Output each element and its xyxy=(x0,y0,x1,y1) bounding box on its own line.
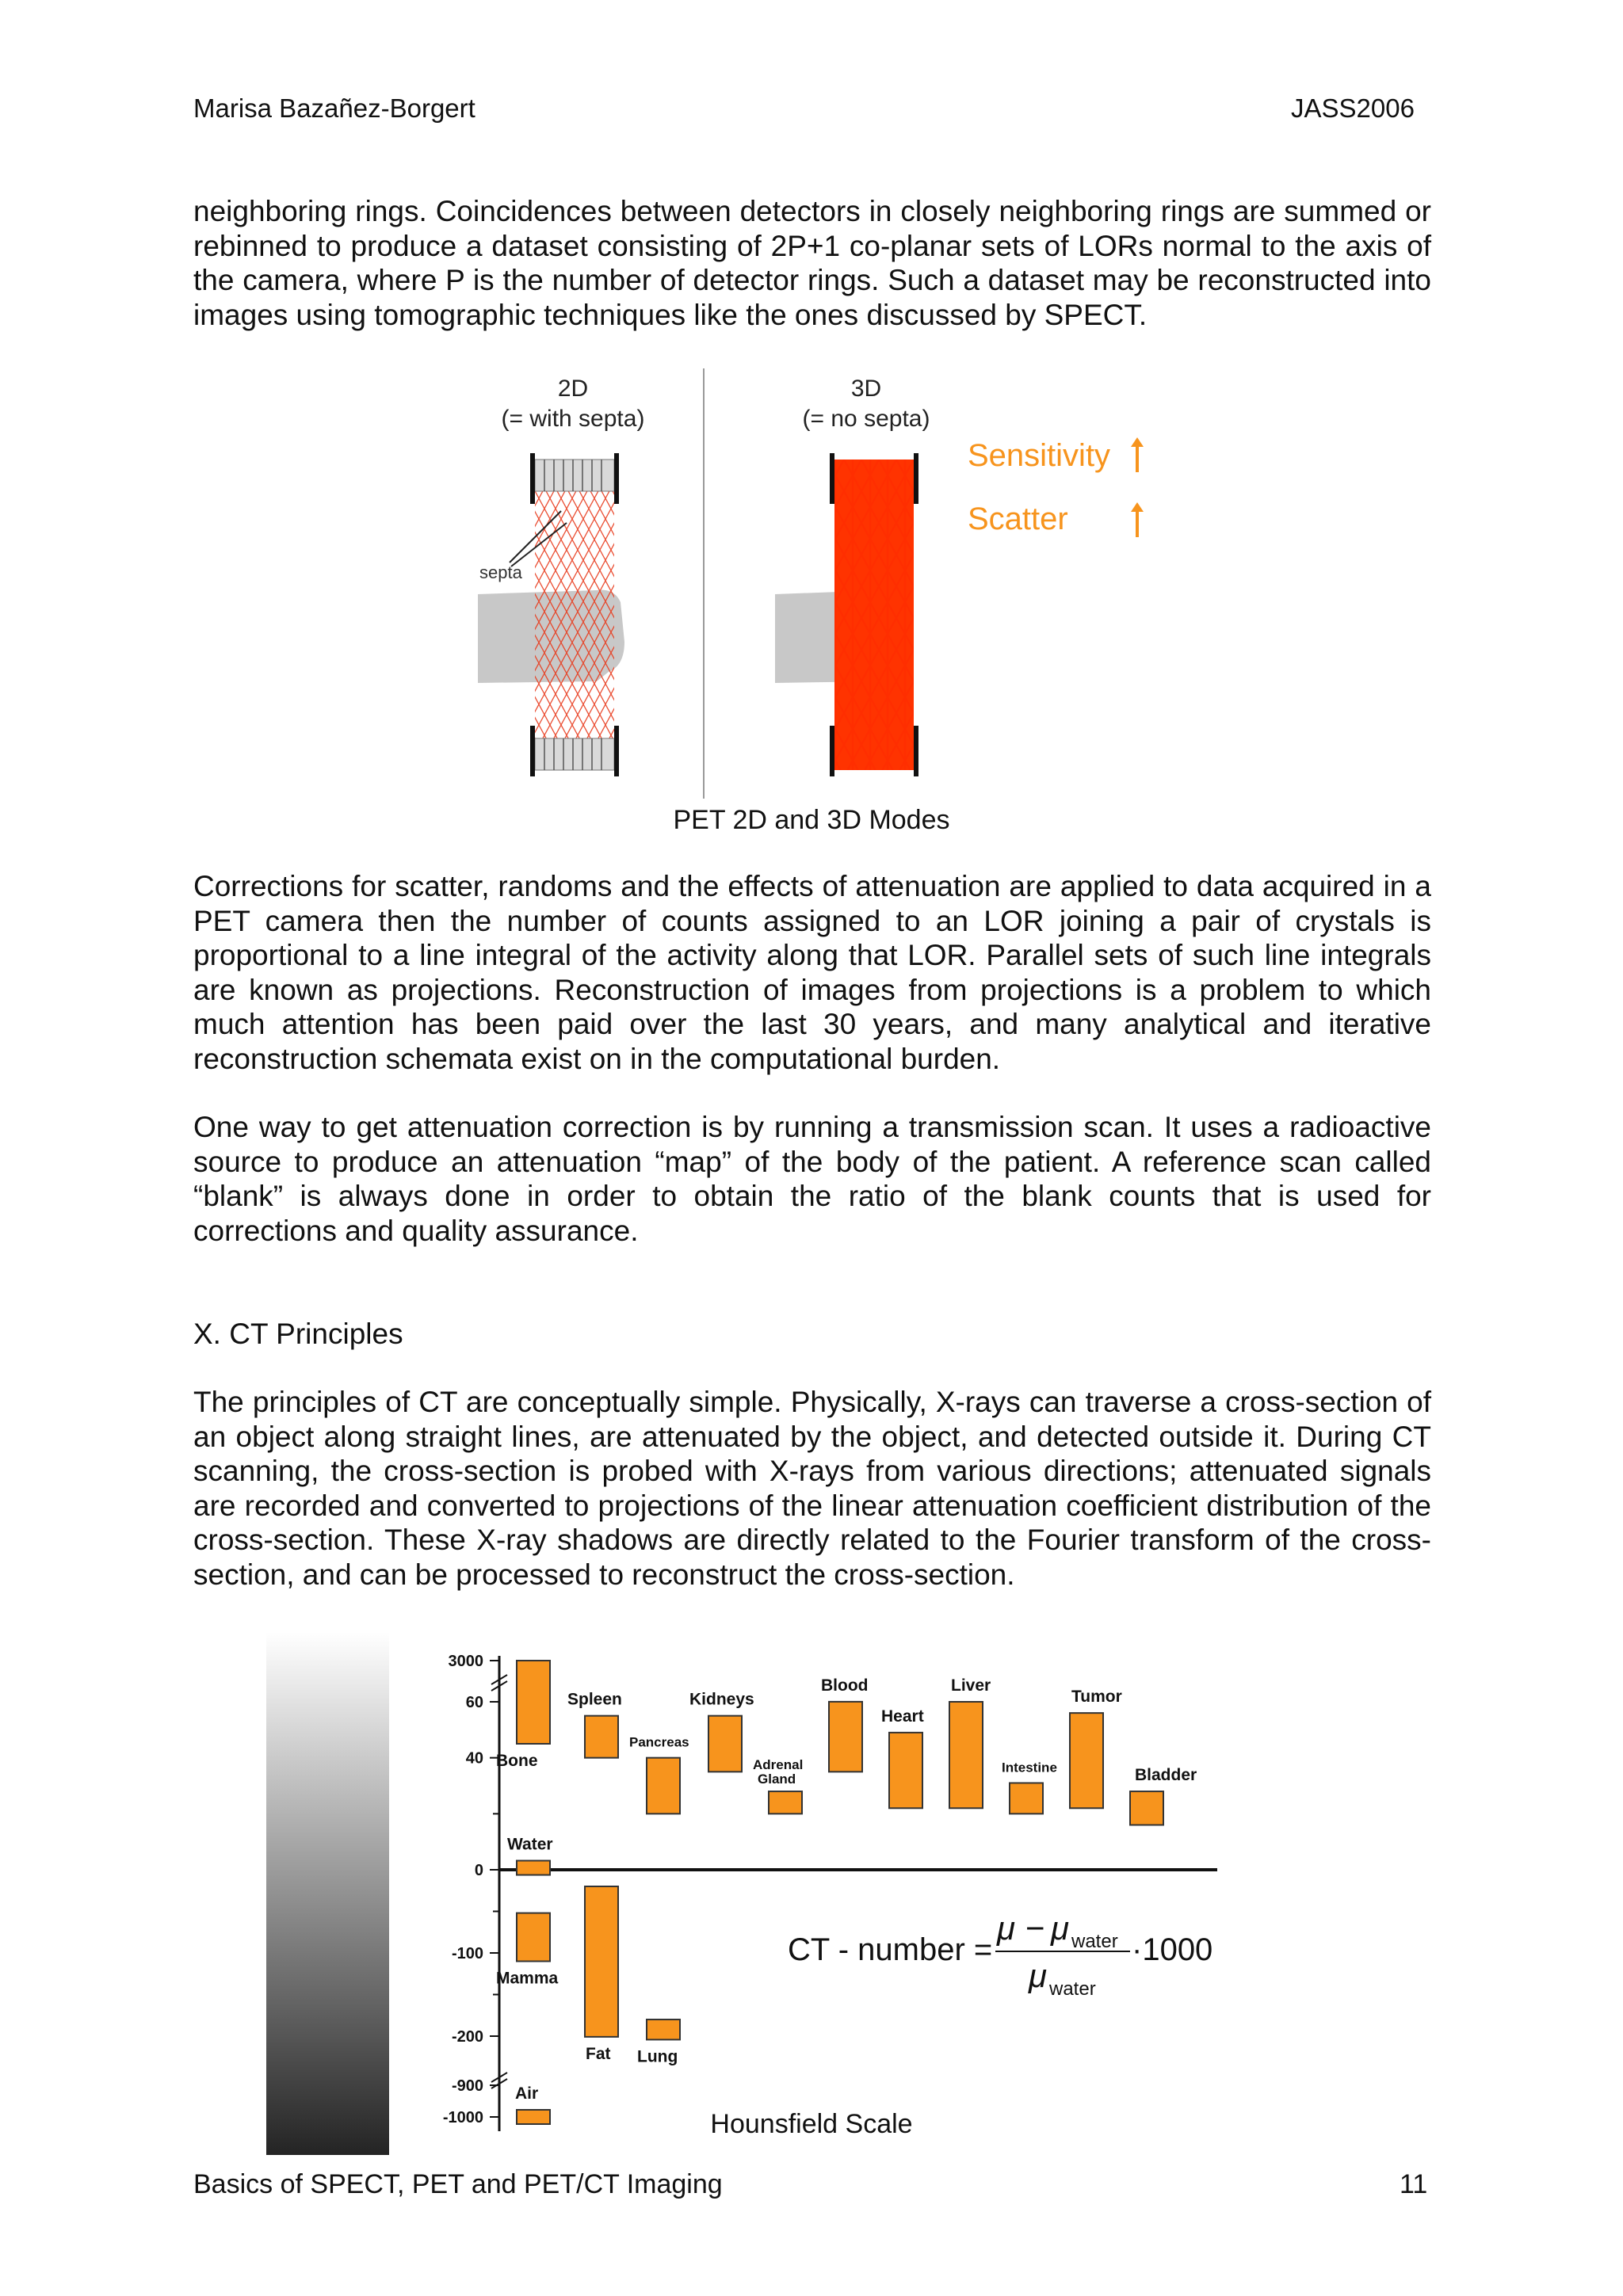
formula-minus: − xyxy=(1025,1909,1045,1947)
scatter-up-arrow-icon xyxy=(1131,502,1144,537)
sensitivity-label: Sensitivity xyxy=(968,438,1111,473)
bar-label-spleen: Spleen xyxy=(567,1690,622,1709)
label-3d-sub: (= no septa) xyxy=(802,406,930,432)
bar-label-fat: Fat xyxy=(586,2044,611,2063)
formula-mu-water: μ xyxy=(1051,1909,1070,1947)
bar-spleen xyxy=(585,1716,618,1758)
y-tick-label: 3000 xyxy=(448,1653,483,1670)
bar-bone xyxy=(517,1661,550,1744)
footer-page-number: 11 xyxy=(1400,2169,1428,2199)
bar-label-liver: Liver xyxy=(951,1676,991,1695)
bar-label-mamma: Mamma xyxy=(496,1969,559,1988)
formula-water-sub-1: water xyxy=(1071,1931,1118,1952)
header-author: Marisa Bazañez-Borgert xyxy=(193,93,475,123)
paragraph-2: Corrections for scatter, randoms and the effects of attenuation are applied to data acquired in a PET camera then the number of counts assigned to an LOR joining a pair of crystals is proportional to a line integral of the activity along that LOR. Parallel sets of such line integrals are known as projections. Reconstruction of images from projections is a problem to which much attention has been paid over the last 30 years, and many analytical and iterative reconstruction schemata exist on in the computational burden. xyxy=(193,870,1431,1075)
bar-label-air: Air xyxy=(515,2084,539,2103)
label-3d: 3D xyxy=(850,376,882,402)
hounsfield-chart xyxy=(266,1616,1233,2155)
bar-pancreas xyxy=(647,1758,680,1814)
bar-mamma xyxy=(517,1913,550,1962)
paragraph-3: One way to get attenuation correction is by running a transmission scan. It uses a radioactive source to produce an attenuation “map” of the body of the patient. A reference scan called “blank” is always done in order to obtain the ratio of the blank counts that is used for corrections and quality assurance. xyxy=(193,1111,1431,1247)
label-2d: 2D xyxy=(557,376,589,402)
bar-kidneys xyxy=(708,1716,742,1772)
footer-title: Basics of SPECT, PET and PET/CT Imaging xyxy=(193,2169,723,2199)
y-tick-label: -100 xyxy=(451,1945,483,1962)
y-tick-label: 40 xyxy=(465,1749,483,1768)
grayscale-gradient-bar xyxy=(266,1632,389,2155)
scanner-3d xyxy=(775,453,918,776)
bar-intestine xyxy=(1010,1783,1043,1814)
bar-blood xyxy=(829,1702,862,1772)
y-tick-label: -1000 xyxy=(442,2109,483,2126)
bar-liver xyxy=(949,1702,983,1808)
septa-label: septa xyxy=(479,563,522,582)
pet-modes-figure xyxy=(478,364,1151,808)
bar-label-adrenal-gland: Adrenal xyxy=(753,1757,804,1773)
formula-factor: ·1000 xyxy=(1132,1932,1213,1967)
sensitivity-up-arrow-icon xyxy=(1131,437,1144,472)
bar-label-lung: Lung xyxy=(637,2047,678,2066)
scatter-label: Scatter xyxy=(968,502,1068,536)
header-venue: JASS2006 xyxy=(1291,93,1415,123)
scanner-2d xyxy=(478,453,624,776)
paragraph-4: The principles of CT are conceptually simple. Physically, X-rays can traverse a cross-section of an object along straight lines, are attenuated by the object, and detected outside it. During CT scanning, the cross-section is probed with X-rays from various directions; attenuated signals are recorded and converted to projections of the linear attenuation coefficient distribution of the cross-section. These X-ray shadows are directly related to the Fourier transform of the cross-section, and can be processed to reconstruct the cross-section. xyxy=(193,1386,1431,1591)
bar-label-bone: Bone xyxy=(496,1752,538,1770)
figure-1-caption: PET 2D and 3D Modes xyxy=(673,805,950,835)
bar-label-tumor: Tumor xyxy=(1071,1688,1122,1707)
bar-lung xyxy=(647,2019,680,2039)
bar-label-adrenal-gland: Gland xyxy=(758,1772,796,1787)
ct-number-formula xyxy=(788,1909,1212,2000)
formula-water-sub-2: water xyxy=(1049,1978,1096,2000)
bar-tumor xyxy=(1070,1713,1103,1808)
section-heading: X. CT Principles xyxy=(193,1318,403,1350)
figure-2-caption: Hounsfield Scale xyxy=(710,2109,913,2139)
pet-modes-diagram xyxy=(478,364,1151,808)
bar-label-kidneys: Kidneys xyxy=(689,1690,754,1709)
bar-air xyxy=(517,2110,550,2124)
label-2d-sub: (= with septa) xyxy=(501,406,645,432)
formula-lhs: CT - number = xyxy=(788,1932,993,1967)
bar-label-pancreas: Pancreas xyxy=(629,1734,689,1750)
y-tick-label: 0 xyxy=(474,1862,483,1879)
hounsfield-figure xyxy=(266,1616,1233,2155)
bar-water xyxy=(517,1861,550,1875)
bar-adrenal-gland xyxy=(769,1791,802,1814)
bar-label-bladder: Bladder xyxy=(1135,1766,1197,1785)
formula-mu-denominator: μ xyxy=(1029,1957,1048,1994)
paragraph-1: neighboring rings. Coincidences between detectors in closely neighboring rings are summed or rebinned to produce a dataset consisting of 2P+1 co-planar sets of LORs normal to the axis of the camera, where P is the number of detector rings. Such a dataset may be reconstructed into images using tomographic techniques like the ones discussed by SPECT. xyxy=(193,195,1431,331)
bar-label-intestine: Intestine xyxy=(1002,1760,1057,1775)
formula-mu-numerator: μ xyxy=(997,1909,1016,1947)
bar-label-blood: Blood xyxy=(821,1676,869,1695)
bar-label-heart: Heart xyxy=(881,1707,924,1726)
bar-bladder xyxy=(1130,1791,1163,1825)
bar-fat xyxy=(585,1886,618,2037)
bar-label-water: Water xyxy=(507,1835,553,1854)
y-tick-label: -900 xyxy=(451,2077,483,2095)
y-tick-label: 60 xyxy=(465,1694,483,1711)
bar-heart xyxy=(889,1733,922,1808)
y-tick-label: -200 xyxy=(451,2028,483,2046)
lor-field-2d xyxy=(535,460,614,761)
